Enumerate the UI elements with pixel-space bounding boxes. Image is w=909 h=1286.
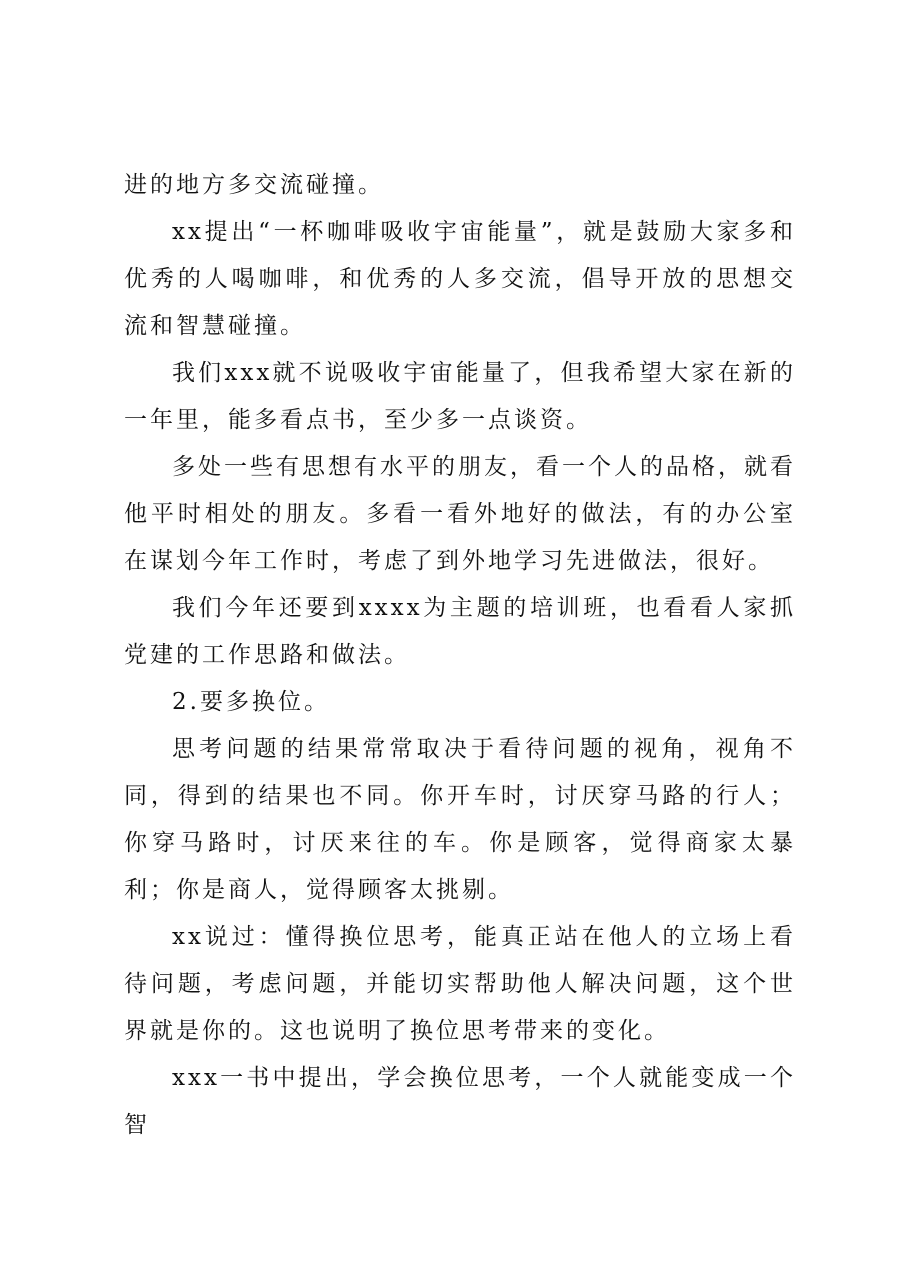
- paragraph: 我们xxx就不说吸收宇宙能量了，但我希望大家在新的一年里，能多看点书，至少多一点谈资。: [124, 360, 796, 433]
- paragraph: xx说过：懂得换位思考，能真正站在他人的立场上看待问题，考虑问题，并能切实帮助他人解决问题，这个世界就是你的。这也说明了换位思考带来的变化。: [124, 924, 796, 1044]
- paragraph: xx提出“一杯咖啡吸收宇宙能量”，就是鼓励大家多和优秀的人喝咖啡，和优秀的人多交流，倡导开放的思想交流和智慧碰撞。: [124, 219, 796, 339]
- paragraph: 我们今年还要到xxxx为主题的培训班，也看看人家抓党建的工作思路和做法。: [124, 595, 796, 668]
- paragraph: xxx一书中提出，学会换位思考，一个人就能变成一个智: [124, 1065, 796, 1138]
- document-body: [124, 162, 796, 1149]
- section-heading: 2.要多换位。: [172, 689, 330, 715]
- paragraph-continuation: 进的地方多交流碰撞。: [124, 172, 384, 198]
- paragraph: 思考问题的结果常常取决于看待问题的视角，视角不同，得到的结果也不同。你开车时，讨厌穿马路的行人；你穿马路时，讨厌来往的车。你是顾客，觉得商家太暴利；你是商人，觉得顾客太挑剔。: [124, 736, 796, 903]
- paragraph: 多处一些有思想有水平的朋友，看一个人的品格，就看他平时相处的朋友。多看一看外地好的做法，有的办公室在谋划今年工作时，考虑了到外地学习先进做法，很好。: [124, 454, 796, 574]
